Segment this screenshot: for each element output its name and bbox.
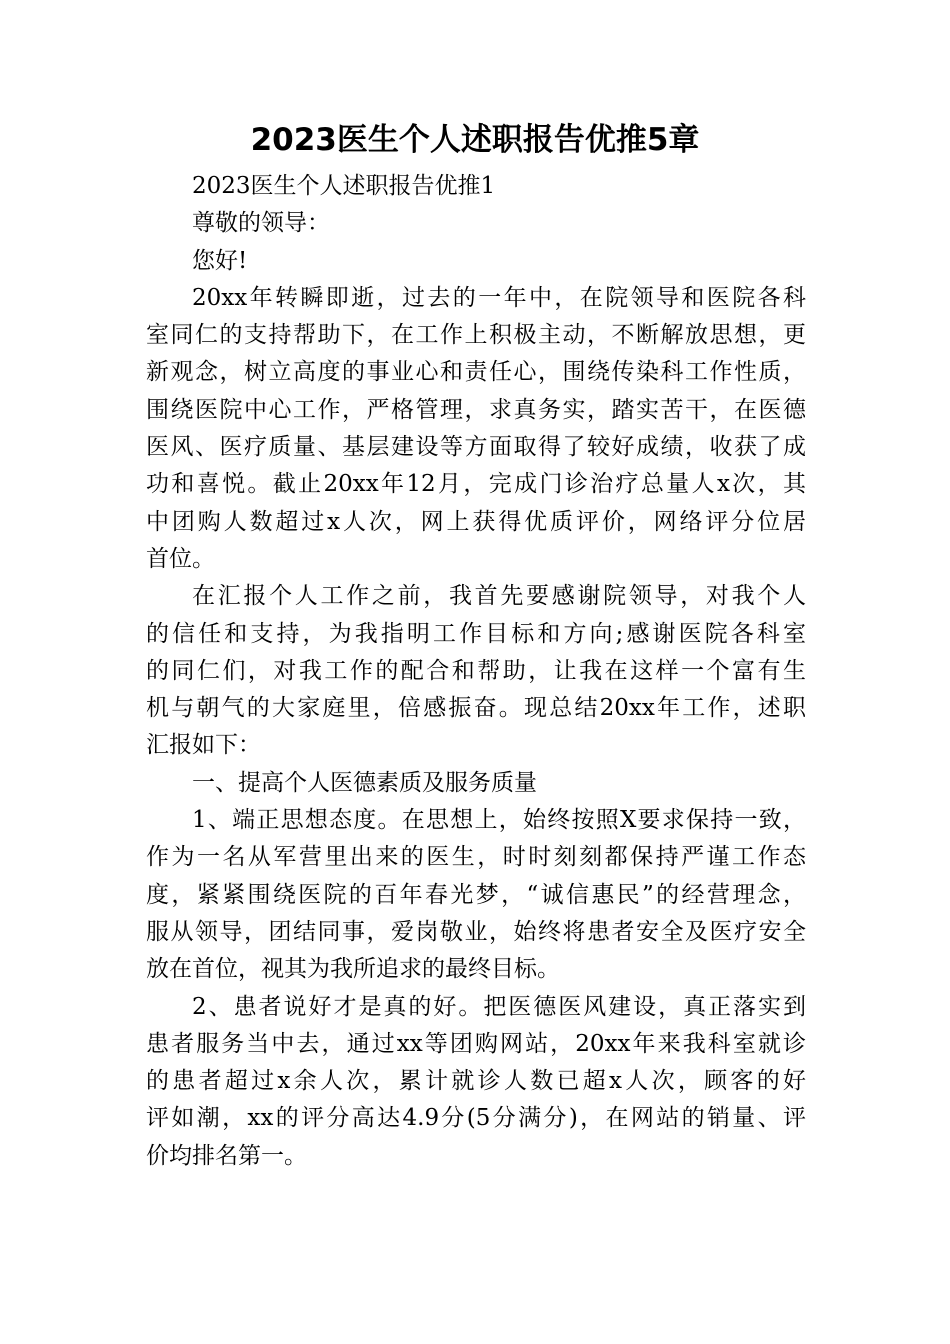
text-line: 尊敬的领导： (192, 210, 330, 237)
text-line: 20xx年转瞬即逝，过去的一年中，在院领导和医院各科 (192, 284, 806, 311)
text-line: 围绕医院中心工作，严格管理，求真务实，踏实苦干，在医德 (146, 396, 806, 423)
text-line: 的患者超过x余人次，累计就诊人数已超x人次，顾客的好 (146, 1068, 806, 1095)
text-line: 2、患者说好才是真的好。把医德医风建设，真正落实到 (192, 993, 806, 1020)
text-line: 医风、医疗质量、基层建设等方面取得了较好成绩，收获了成 (146, 434, 806, 461)
text-line: 评如潮，xx的评分高达4.9分(5分满分)，在网站的销量、评 (146, 1105, 806, 1132)
text-line: 服从领导，团结同事，爱岗敬业，始终将患者安全及医疗安全 (146, 918, 806, 945)
text-line: 作为一名从军营里出来的医生，时时刻刻都保持严谨工作态 (146, 844, 806, 871)
text-line: 首位。 (146, 545, 215, 572)
text-line: 价均排名第一。 (146, 1142, 307, 1169)
text-line: 汇报如下： (146, 732, 261, 759)
text-line: 的同仁们，对我工作的配合和帮助，让我在这样一个富有生 (146, 657, 806, 684)
text-line: 您好! (192, 247, 248, 274)
text-line: 机与朝气的大家庭里，倍感振奋。现总结20xx年工作，述职 (146, 695, 806, 722)
text-line: 在汇报个人工作之前，我首先要感谢院领导，对我个人 (192, 583, 806, 610)
text-line: 室同仁的支持帮助下，在工作上积极主动，不断解放思想，更 (146, 322, 806, 349)
text-line: 度，紧紧围绕医院的百年春光梦，“诚信惠民”的经营理念， (146, 881, 806, 908)
text-line: 新观念，树立高度的事业心和责任心，围绕传染科工作性质， (146, 359, 806, 386)
text-line: 放在首位，视其为我所追求的最终目标。 (146, 956, 560, 983)
document-title: 2023医生个人述职报告优推5章 (250, 122, 700, 158)
text-line: 中团购人数超过x人次，网上获得优质评价，网络评分位居 (146, 508, 806, 535)
text-line: 1、端正思想态度。在思想上，始终按照X要求保持一致， (192, 807, 806, 834)
text-line: 功和喜悦。截止20xx年12月，完成门诊治疗总量人x次，其 (146, 471, 806, 498)
document-body (146, 168, 806, 1175)
text-line: 2023医生个人述职报告优推1 (192, 173, 496, 199)
text-line: 的信任和支持，为我指明工作目标和方向;感谢医院各科室 (146, 620, 806, 647)
text-line: 患者服务当中去，通过xx等团购网站，20xx年来我科室就诊 (146, 1030, 806, 1057)
text-line: 一、提高个人医德素质及服务质量 (192, 769, 537, 796)
